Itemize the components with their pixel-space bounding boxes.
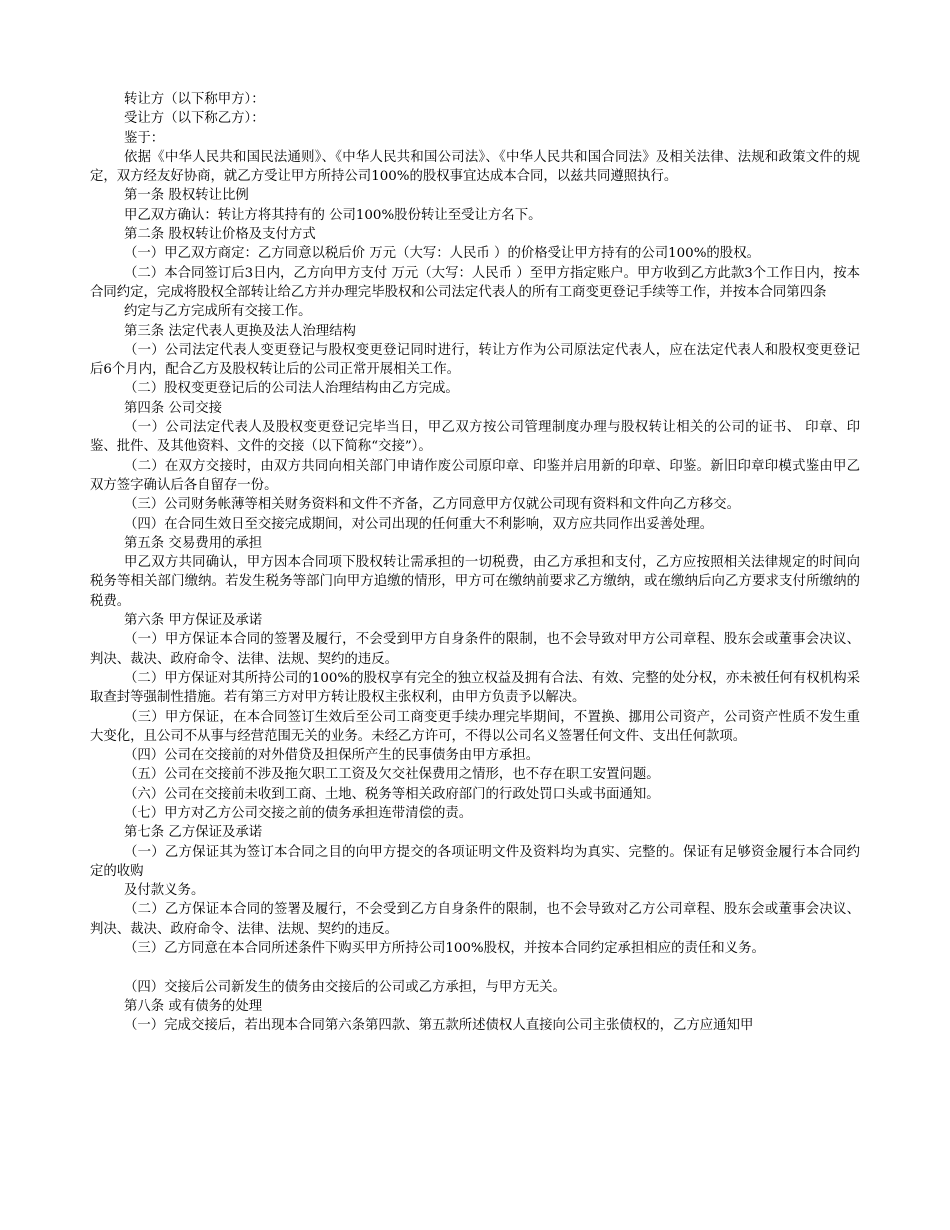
paragraph: 第四条 公司交接 bbox=[124, 400, 222, 416]
paragraph: （七）甲方对乙方公司交接之前的债务承担连带清偿的责。 bbox=[124, 805, 473, 821]
paragraph: （四）交接后公司新发生的债务由交接后的公司或乙方承担，与甲方无关。 bbox=[124, 979, 566, 995]
paragraph: （六）公司在交接前未收到工商、土地、税务等相关政府部门的行政处罚口头或书面通知。 bbox=[124, 786, 660, 802]
paragraph: 第一条 股权转让比例 bbox=[124, 188, 249, 204]
paragraph: （二）股权变更登记后的公司法人治理结构由乙方完成。 bbox=[124, 381, 459, 397]
paragraph: 甲乙双方确认：转让方将其持有的 公司100%股份转让至受让方名下。 bbox=[124, 207, 542, 223]
paragraph: （二）乙方保证本合同的签署及履行，不会受到乙方自身条件的限制，也不会导致对乙方公司章程、股东会或董事会决议、判决、裁决、政府命令、法律、法规、契约的违反。 bbox=[90, 902, 860, 937]
paragraph: 受让方（以下称乙方）： bbox=[124, 111, 265, 127]
paragraph: 转让方（以下称甲方）： bbox=[124, 92, 265, 107]
paragraph: 第三条 法定代表人更换及法人治理结构 bbox=[124, 323, 356, 339]
paragraph: （四）在合同生效日至交接完成期间，对公司出现的任何重大不利影响，双方应共同作出妥善处理。 bbox=[124, 516, 714, 532]
paragraph: 第五条 交易费用的承担 bbox=[124, 535, 263, 551]
paragraph: （三）公司财务帐薄等相关财务资料和文件不齐备，乙方同意甲方仅就公司现有资料和文件向乙方移交。 bbox=[124, 497, 740, 513]
paragraph: 鉴于： bbox=[124, 130, 165, 146]
paragraph: 及付款义务。 bbox=[124, 883, 205, 899]
paragraph: 第二条 股权转让价格及支付方式 bbox=[124, 227, 316, 243]
paragraph: 第七条 乙方保证及承诺 bbox=[124, 825, 263, 841]
paragraph: （二）甲方保证对其所持公司的100%的股权享有完全的独立权益及拥有合法、有效、完整的处分权，亦未被任何有权机构采取查封等强制性措施。若有第三方对甲方转让股权主张权利，由甲方负责予以解决。 bbox=[90, 670, 860, 706]
paragraph: （一）完成交接后，若出现本合同第六条第四款、第五款所述债权人直接向公司主张债权的，乙方应通知甲 bbox=[124, 1018, 754, 1034]
paragraph: （四）公司在交接前的对外借贷及担保所产生的民事债务由甲方承担。 bbox=[124, 748, 540, 764]
paragraph: （一）公司法定代表人变更登记与股权变更登记同时进行，转让方作为公司原法定代表人，应在法定代表人和股权变更登记后6个月内，配合乙方及股权转让后的公司正常开展相关工作。 bbox=[90, 342, 860, 378]
document-body bbox=[90, 90, 860, 1036]
paragraph: 第六条 甲方保证及承诺 bbox=[124, 613, 263, 629]
paragraph: （三）甲方保证，在本合同签订生效后至公司工商变更手续办理完毕期间，不置换、挪用公司资产，公司资产性质不发生重大变化，且公司不从事与经营范围无关的业务。未经乙方许可，不得以公司名义签署任何文件、支出任何款项。 bbox=[90, 709, 860, 744]
paragraph: （一）乙方保证其为签订本合同之目的向甲方提交的各项证明文件及资料均为真实、完整的。保证有足够资金履行本合同约定的收购 bbox=[90, 844, 860, 879]
paragraph: （五）公司在交接前不涉及拖欠职工工资及欠交社保费用之情形，也不存在职工安置问题。 bbox=[124, 767, 660, 783]
paragraph: 约定与乙方完成所有交接工作。 bbox=[124, 304, 312, 320]
paragraph: （二）本合同签订后3日内，乙方向甲方支付 万元（大写：人民币 ）至甲方指定账户。甲方收到乙方此款3个工作日内，按本合同约定，完成将股权全部转让给乙方并办理完毕股权和公司法定代表人的所有工商变更登记手续等工作，并按本合同第四条 bbox=[90, 265, 860, 300]
paragraph: 依据《中华人民共和国民法通则》、《中华人民共和国公司法》、《中华人民共和国合同法》及相关法律、法规和政策文件的规定，双方经友好协商，就乙方受让甲方所持公司100%的股权事宜达成本合同，以兹共同遵照执行。 bbox=[90, 149, 860, 185]
paragraph: （一）甲乙双方商定：乙方同意以税后价 万元（大写：人民币 ）的价格受让甲方持有的公司100%的股权。 bbox=[124, 246, 760, 262]
paragraph: （三）乙方同意在本合同所述条件下购买甲方所持公司100%股权，并按本合同约定承担相应的责任和义务。 bbox=[124, 941, 765, 957]
paragraph: （一）甲方保证本合同的签署及履行，不会受到甲方自身条件的限制，也不会导致对甲方公司章程、股东会或董事会决议、判决、裁决、政府命令、法律、法规、契约的违反。 bbox=[90, 632, 860, 667]
paragraph: （二）在双方交接时，由双方共同向相关部门申请作废公司原印章、印鉴并启用新的印章、印鉴。新旧印章印模式鉴由甲乙双方签字确认后各自留存一份。 bbox=[90, 458, 860, 493]
paragraph: 第八条 或有债务的处理 bbox=[124, 998, 263, 1014]
paragraph: 甲乙双方共同确认，甲方因本合同项下股权转让需承担的一切税费，由乙方承担和支付，乙方应按照相关法律规定的时间向税务等相关部门缴纳。若发生税务等部门向甲方追缴的情形，甲方可在缴纳前要求乙方缴纳，或在缴纳后向乙方要求支付所缴纳的税费。 bbox=[90, 555, 860, 609]
paragraph: （一）公司法定代表人及股权变更登记完毕当日，甲乙双方按公司管理制度办理与股权转让相关的公司的证书、 印章、印鉴、批件、及其他资料、文件的交接（以下简称“交接”）。 bbox=[90, 420, 860, 455]
